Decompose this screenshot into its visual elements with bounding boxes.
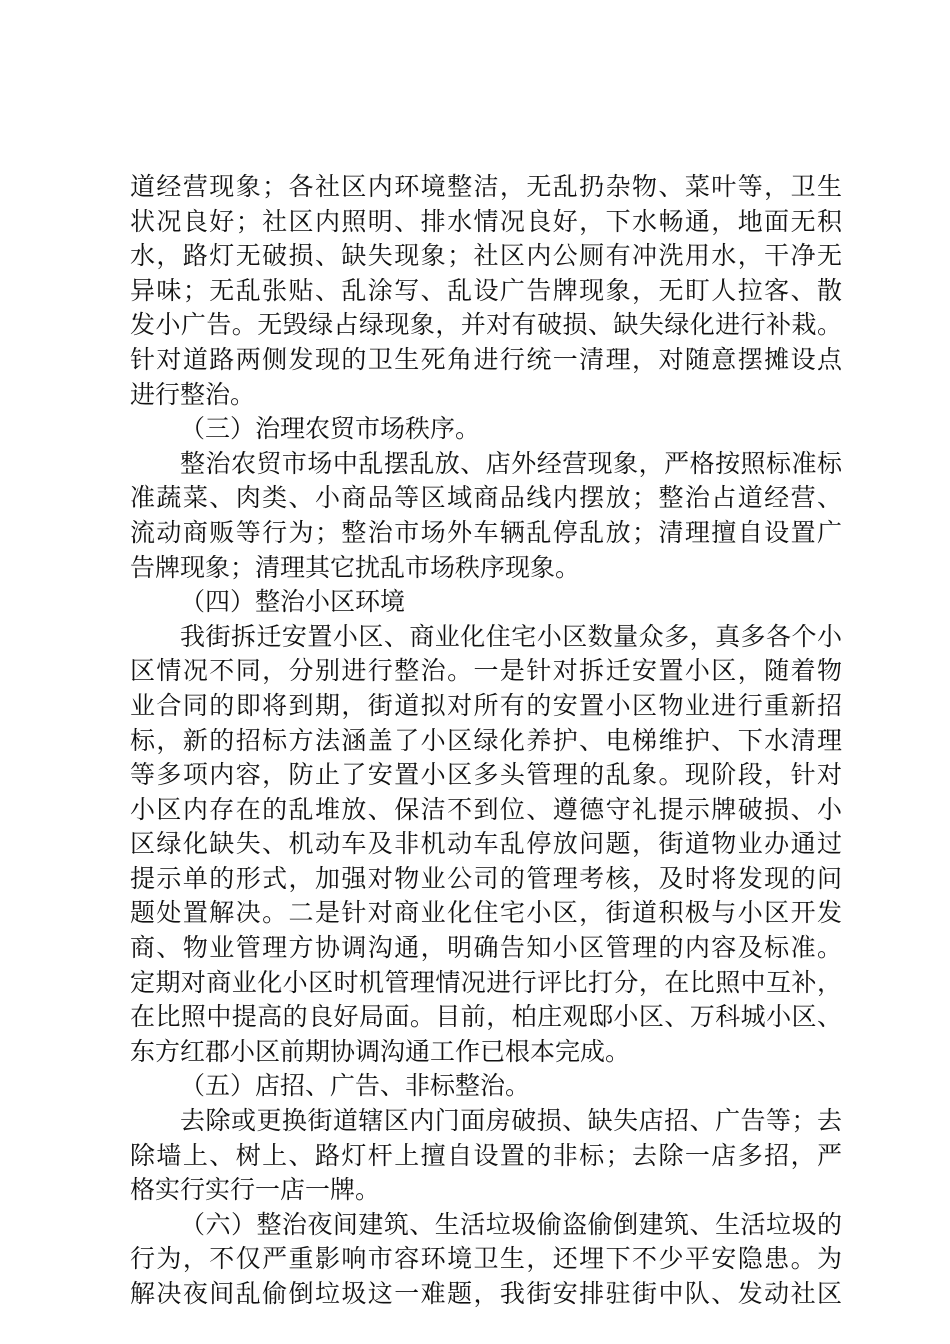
text-line: 在比照中提高的良好局面。目前，柏庄观邸小区、万科城小区、	[130, 1002, 842, 1032]
text-line: （三）治理农贸市场秩序。	[180, 414, 481, 444]
text-line: 道经营现象；各社区内环境整洁，无乱扔杂物、菜叶等，卫生	[130, 172, 842, 201]
text-line: 题处置解决。二是针对商业化住宅小区，街道积极与小区开发	[130, 898, 842, 928]
text-line: 除墙上、树上、路灯杆上擅自设置的非标；去除一店多招，严	[130, 1140, 842, 1170]
text-line: 告牌现象；清理其它扰乱市场秩序现象。	[130, 552, 581, 582]
text-line: 去除或更换街道辖区内门面房破损、缺失店招、广告等；去	[180, 1106, 842, 1136]
text-line: 准蔬菜、肉类、小商品等区域商品线内摆放；整治占道经营、	[130, 483, 842, 513]
text-line: 区绿化缺失、机动车及非机动车乱停放问题，街道物业办通过	[130, 829, 842, 859]
text-line: 异味；无乱张贴、乱涂写、乱设广告牌现象，无盯人拉客、散	[130, 275, 842, 305]
text-line: 东方红郡小区前期协调沟通工作已根本完成。	[130, 1036, 631, 1066]
text-line: 解决夜间乱偷倒垃圾这一难题，我街安排驻街中队、发动社区	[130, 1279, 842, 1308]
text-line: 水，路灯无破损、缺失现象；社区内公厕有冲洗用水，干净无	[130, 241, 842, 271]
text-line: 提示单的形式，加强对物业公司的管理考核，及时将发现的问	[130, 863, 842, 893]
text-line: （五）店招、广告、非标整治。	[180, 1071, 531, 1101]
text-line: 流动商贩等行为；整治市场外车辆乱停乱放；清理擅自设置广	[130, 517, 842, 547]
text-line: 区情况不同，分别进行整治。一是针对拆迁安置小区，随着物	[130, 656, 842, 686]
text-line: 状况良好；社区内照明、排水情况良好，下水畅通，地面无积	[130, 206, 842, 236]
text-line: 行为，不仅严重影响市容环境卫生，还埋下不少平安隐患。为	[130, 1244, 842, 1274]
text-line: 等多项内容，防止了安置小区多头管理的乱象。现阶段，针对	[130, 760, 842, 790]
text-line: 业合同的即将到期，街道拟对所有的安置小区物业进行重新招	[130, 690, 842, 720]
text-line: 发小广告。无毁绿占绿现象，并对有破损、缺失绿化进行补栽。	[130, 310, 842, 340]
text-line: 整治农贸市场中乱摆乱放、店外经营现象，严格按照标准标	[180, 448, 842, 478]
text-line: 进行整治。	[130, 379, 256, 409]
text-line: 商、物业管理方协调沟通，明确告知小区管理的内容及标准。	[130, 933, 842, 963]
text-line: 针对道路两侧发现的卫生死角进行统一清理，对随意摆摊设点	[130, 344, 842, 374]
text-line: 定期对商业化小区时机管理情况进行评比打分，在比照中互补，	[130, 967, 842, 997]
text-line: 我街拆迁安置小区、商业化住宅小区数量众多，真多各个小	[180, 621, 842, 651]
text-line: 小区内存在的乱堆放、保洁不到位、遵德守礼提示牌破损、小	[130, 794, 842, 824]
text-line: 标，新的招标方法涵盖了小区绿化养护、电梯维护、下水清理	[130, 725, 842, 755]
document-page	[130, 170, 842, 1312]
text-line: 格实行实行一店一牌。	[130, 1175, 381, 1205]
text-line: （四）整治小区环境	[180, 587, 406, 617]
text-line: （六）整治夜间建筑、生活垃圾偷盗偷倒建筑、生活垃圾的	[180, 1209, 842, 1239]
